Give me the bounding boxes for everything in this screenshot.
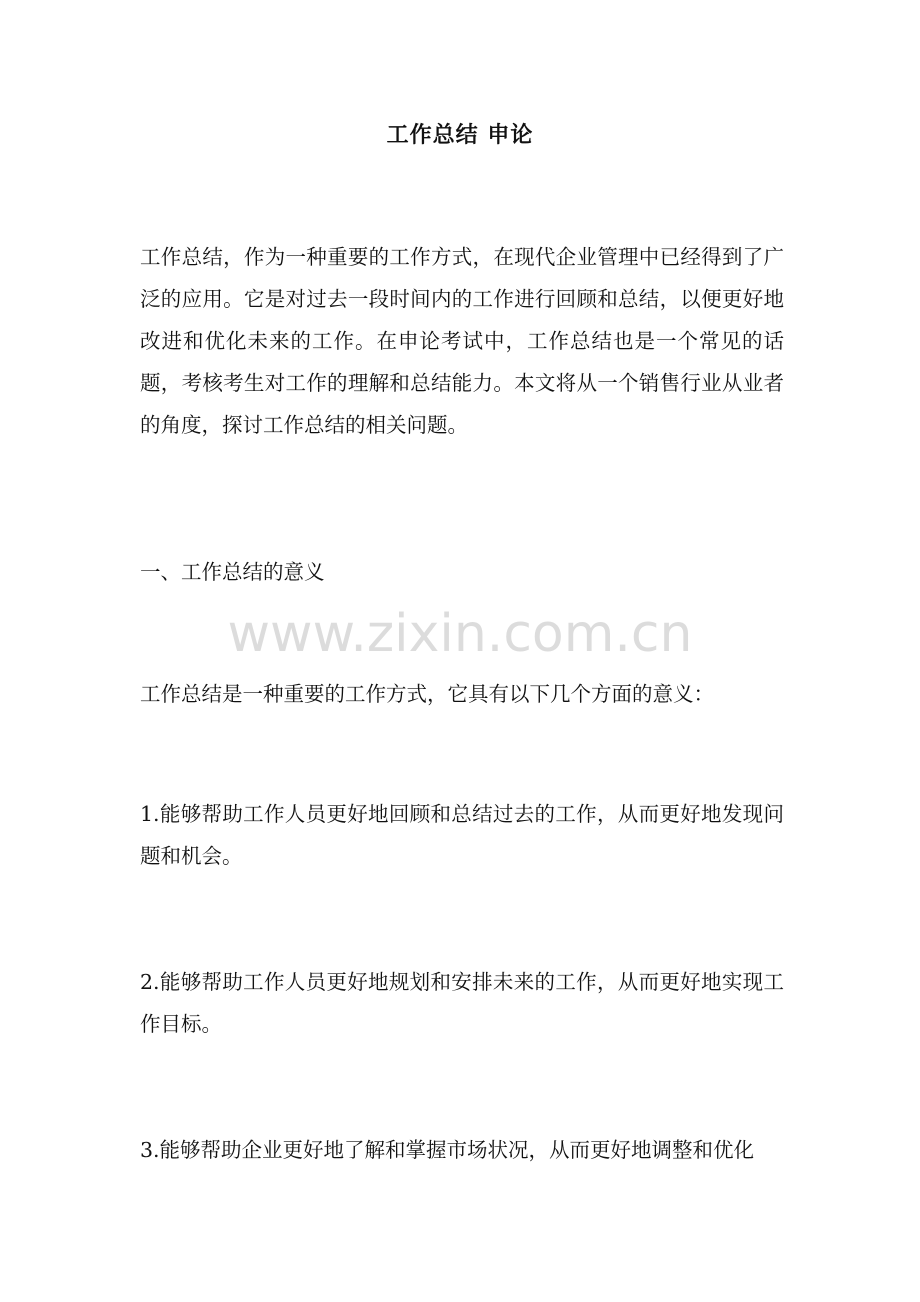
watermark-text: www.zixin.com.cn bbox=[227, 604, 693, 664]
document-title: 工作总结 申论 bbox=[386, 123, 534, 148]
section-heading: 一、工作总结的意义 bbox=[140, 560, 325, 584]
list-item: 2.能够帮助工作人员更好地规划和安排未来的工作，从而更好地实现工作目标。 bbox=[140, 970, 784, 1036]
section-lead-paragraph: 工作总结是一种重要的工作方式，它具有以下几个方面的意义： bbox=[140, 682, 714, 706]
list-item: 1.能够帮助工作人员更好地回顾和总结过去的工作，从而更好地发现问题和机会。 bbox=[140, 802, 784, 868]
list-item: 3.能够帮助企业更好地了解和掌握市场状况，从而更好地调整和优化 bbox=[140, 1138, 755, 1162]
intro-paragraph: 工作总结，作为一种重要的工作方式，在现代企业管理中已经得到了广泛的应用。它是对过去一段时间内的工作进行回顾和总结，以便更好地改进和优化未来的工作。在申论考试中，工作总结也是一个常见的话题，考核考生对工作的理解和总结能力。本文将从一个销售行业从业者的角度，探讨工作总结的相关问题。 bbox=[140, 245, 784, 437]
